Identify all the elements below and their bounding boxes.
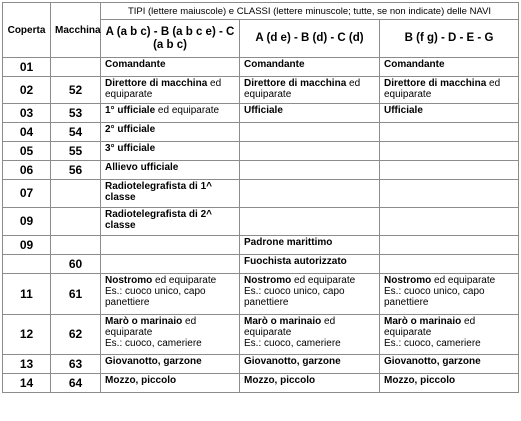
cell-coperta: 02	[3, 77, 51, 104]
cell-class-2	[240, 180, 380, 208]
cell-coperta: 12	[3, 315, 51, 355]
cell-coperta: 05	[3, 142, 51, 161]
rank-example: Es.: cuoco, cameriere	[244, 338, 341, 349]
cell-class-1	[101, 374, 240, 393]
cell-class-1	[101, 274, 240, 315]
rank-title: Direttore di macchina	[244, 78, 347, 89]
cell-class-3	[380, 77, 519, 104]
cell-class-1	[101, 104, 240, 123]
cell-class-2	[240, 58, 380, 77]
cell-macchina: 52	[51, 77, 101, 104]
rank-title: Giovanotto, garzone	[105, 356, 202, 367]
table-body	[3, 58, 519, 393]
table-row	[3, 208, 519, 236]
cell-class-1	[101, 355, 240, 374]
rank-title: Mozzo, piccolo	[384, 375, 456, 386]
rank-example: Es.: cuoco, cameriere	[384, 338, 481, 349]
cell-class-1	[101, 315, 240, 355]
rank-title: Marò o marinaio	[105, 316, 183, 327]
rank-title: Comandante	[105, 59, 166, 70]
cell-coperta: 11	[3, 274, 51, 315]
header-class-3: B (f g) - D - E - G	[380, 20, 519, 58]
cell-coperta: 13	[3, 355, 51, 374]
rank-title: Radiotelegrafista di 1^ classe	[105, 181, 212, 203]
cell-macchina: 64	[51, 374, 101, 393]
table-row	[3, 180, 519, 208]
rank-title: Fuochista autorizzato	[244, 256, 347, 267]
rank-title: Ufficiale	[244, 105, 283, 116]
cell-coperta: 09	[3, 236, 51, 255]
cell-class-3	[380, 58, 519, 77]
rank-title: Nostromo	[105, 275, 153, 286]
cell-class-1	[101, 208, 240, 236]
rank-title: Ufficiale	[384, 105, 423, 116]
cell-class-2	[240, 123, 380, 142]
cell-class-3	[380, 255, 519, 274]
rank-title: Marò o marinaio	[384, 316, 462, 327]
cell-class-2	[240, 77, 380, 104]
table-row	[3, 236, 519, 255]
cell-class-3	[380, 274, 519, 315]
cell-class-3	[380, 315, 519, 355]
rank-title: 3° ufficiale	[105, 143, 156, 154]
cell-class-1	[101, 123, 240, 142]
rank-title: Comandante	[244, 59, 305, 70]
rank-title: Nostromo	[244, 275, 292, 286]
cell-class-3	[380, 123, 519, 142]
header-macchina: Macchina	[51, 3, 101, 58]
cell-class-3	[380, 355, 519, 374]
rank-qualifier: ed equiparate	[384, 316, 476, 338]
cell-coperta	[3, 255, 51, 274]
rank-title: Nostromo	[384, 275, 432, 286]
cell-macchina: 55	[51, 142, 101, 161]
cell-class-3	[380, 180, 519, 208]
cell-class-2	[240, 236, 380, 255]
cell-class-2	[240, 315, 380, 355]
rank-title: Giovanotto, garzone	[244, 356, 341, 367]
cell-class-1	[101, 58, 240, 77]
rank-example: Es.: cuoco, cameriere	[105, 338, 202, 349]
header-class-1: A (a b c) - B (a b c e) - C (a b c)	[101, 20, 240, 58]
rank-qualifier: ed equiparate	[105, 78, 222, 100]
cell-class-3	[380, 142, 519, 161]
table-row	[3, 123, 519, 142]
rank-title: 1° ufficiale	[105, 105, 156, 116]
ranks-table	[2, 2, 519, 393]
cell-coperta: 06	[3, 161, 51, 180]
cell-macchina: 62	[51, 315, 101, 355]
cell-class-2	[240, 104, 380, 123]
cell-class-1	[101, 77, 240, 104]
cell-class-3	[380, 374, 519, 393]
cell-class-1	[101, 180, 240, 208]
cell-macchina: 61	[51, 274, 101, 315]
rank-example: Es.: cuoco unico, capo panettiere	[244, 286, 345, 308]
cell-macchina: 54	[51, 123, 101, 142]
cell-class-1	[101, 142, 240, 161]
rank-title: Comandante	[384, 59, 445, 70]
table-row	[3, 374, 519, 393]
table-row	[3, 255, 519, 274]
cell-coperta: 09	[3, 208, 51, 236]
rank-title: Marò o marinaio	[244, 316, 322, 327]
rank-qualifier: ed equiparate	[155, 105, 220, 116]
rank-qualifier: ed equiparate	[105, 316, 197, 338]
cell-class-3	[380, 236, 519, 255]
rank-qualifier: ed equiparate	[152, 275, 217, 286]
cell-class-2	[240, 374, 380, 393]
rank-title: Radiotelegrafista di 2^ classe	[105, 209, 212, 231]
rank-qualifier: ed equiparate	[431, 275, 496, 286]
table-row	[3, 104, 519, 123]
cell-class-2	[240, 274, 380, 315]
rank-title: Direttore di macchina	[105, 78, 208, 89]
cell-coperta: 03	[3, 104, 51, 123]
table-row	[3, 77, 519, 104]
table-row	[3, 58, 519, 77]
cell-macchina: 53	[51, 104, 101, 123]
header-coperta: Coperta	[3, 3, 51, 58]
table-row	[3, 161, 519, 180]
cell-class-2	[240, 355, 380, 374]
cell-class-2	[240, 255, 380, 274]
cell-macchina: 63	[51, 355, 101, 374]
rank-title: Allievo ufficiale	[105, 162, 179, 173]
header-class-2: A (d e) - B (d) - C (d)	[240, 20, 380, 58]
cell-macchina	[51, 236, 101, 255]
rank-title: Padrone marittimo	[244, 237, 333, 248]
header-ship-types: TIPI (lettere maiuscole) e CLASSI (lettere minuscole; tutte, se non indicate) delle NAVI	[101, 3, 519, 20]
cell-class-2	[240, 161, 380, 180]
table-row	[3, 142, 519, 161]
cell-coperta: 07	[3, 180, 51, 208]
cell-coperta: 14	[3, 374, 51, 393]
cell-class-3	[380, 208, 519, 236]
rank-title: Direttore di macchina	[384, 78, 487, 89]
rank-title: 2° ufficiale	[105, 124, 156, 135]
cell-coperta: 04	[3, 123, 51, 142]
rank-title: Giovanotto, garzone	[384, 356, 481, 367]
cell-macchina: 56	[51, 161, 101, 180]
cell-class-2	[240, 208, 380, 236]
rank-qualifier: ed equiparate	[384, 78, 501, 100]
table-row	[3, 315, 519, 355]
cell-class-1	[101, 255, 240, 274]
rank-example: Es.: cuoco unico, capo panettiere	[384, 286, 485, 308]
cell-macchina	[51, 180, 101, 208]
cell-class-2	[240, 142, 380, 161]
cell-macchina: 60	[51, 255, 101, 274]
rank-example: Es.: cuoco unico, capo panettiere	[105, 286, 206, 308]
table-row	[3, 355, 519, 374]
cell-coperta: 01	[3, 58, 51, 77]
cell-class-1	[101, 236, 240, 255]
rank-qualifier: ed equiparate	[244, 316, 336, 338]
rank-title: Mozzo, piccolo	[105, 375, 177, 386]
table-row	[3, 274, 519, 315]
cell-macchina	[51, 58, 101, 77]
cell-class-1	[101, 161, 240, 180]
rank-qualifier: ed equiparate	[244, 78, 361, 100]
cell-class-3	[380, 104, 519, 123]
rank-qualifier: ed equiparate	[291, 275, 356, 286]
cell-macchina	[51, 208, 101, 236]
rank-title: Mozzo, piccolo	[244, 375, 316, 386]
cell-class-3	[380, 161, 519, 180]
